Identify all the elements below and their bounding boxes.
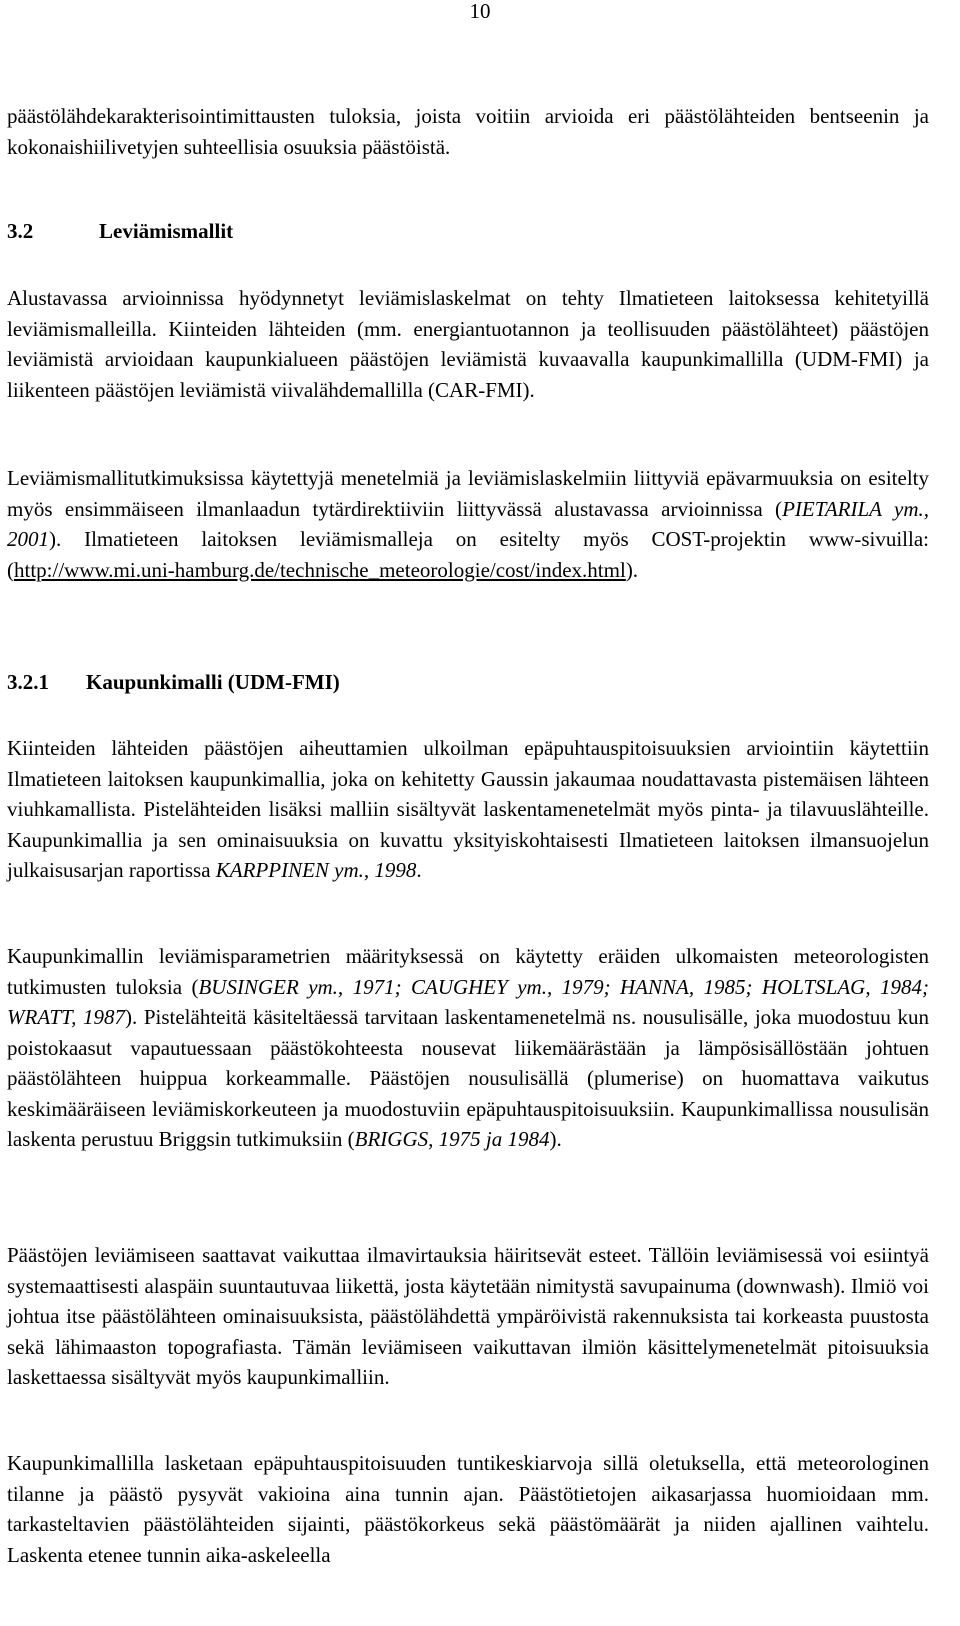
paragraph-kaupunkimalli-4: Kaupunkimallilla lasketaan epäpuhtauspitoisuuden tuntikeskiarvoja sillä oletuksella, että meteorologinen tilanne ja päästö pysyvät vakioina aina tunnin ajan. Päästötietojen aikasarjassa huomioidaan mm. tarkasteltavien päästölähteiden sijainti, päästökorkeus sekä päästömäärät ja niiden ajallinen vaihtelu. Laskenta etenee tunnin aika-askeleella (7, 1451, 929, 1567)
paragraph-text: Kaupunkimallin leviämisparametrien määrityksessä on käytetty eräiden ulkomaisten meteorologisten tutkimusten tuloksia ( (7, 944, 929, 999)
paragraph-leviamismallit-2 (7, 463, 929, 585)
paragraph-text: Kiinteiden lähteiden päästöjen aiheuttamien ulkoilman epäpuhtauspitoisuuksien arviointiin käytettiin Ilmatieteen laitoksen kaupunkimallia, joka on kehitetty Gaussin jakaumaa noudattavasta pistemäisen lähteen viuhkamallista. Pistelähteiden lisäksi malliin sisältyvät laskentamenetelmät myös pinta- ja tilavuuslähteille. Kaupunkimallia ja sen ominaisuuksia on kuvattu yksityiskohtaisesti Ilmatieteen laitoksen ilmansuojelun julkaisusarjan raportissa (7, 736, 929, 882)
section-number: 3.2.1 (7, 670, 49, 694)
citation: BUSINGER ym., 1971; CAUGHEY ym., 1979; HANNA, 1985; HOLTSLAG, 1984; WRATT, 1987 (7, 974, 929, 1029)
paragraph-text: ). Pistelähteitä käsiteltäessä tarvitaan laskentamenetelmä ns. nousulisälle, joka muodostuu kun poistokaasut vapautuessaan päästökohteesta nousevat liikemäärästään ja lämpösisällöstään johtuen päästölähteen huippua korkeammalle. Päästöjen nousulisällä (plumerise) on huomattava vaikutus keskimääräiseen leviämiskorkeuteen ja muodostuviin epäpuhtauspitoisuuksiin. Kaupunkimallissa nousulisän laskenta perustuu Briggsin tutkimuksiin ( (7, 1005, 929, 1151)
paragraph-text: ). Ilmatieteen laitoksen leviämismalleja on esitelty myös COST-projektin www-sivuilla: ( (7, 527, 929, 582)
paragraph-text: ). (549, 1127, 562, 1151)
intro-paragraph: päästölähdekarakterisointimittausten tuloksia, joista voitiin arvioida eri päästölähteiden bentseenin ja kokonaishiilivetyjen suhteellisia osuuksia päästöistä. (7, 104, 929, 159)
section-title: Leviämismallit (99, 219, 234, 243)
page-number: 10 (469, 0, 491, 23)
section-title: Kaupunkimalli (UDM-FMI) (86, 670, 340, 694)
citation: BRIGGS, 1975 ja 1984 (354, 1127, 550, 1151)
cost-website-link[interactable]: http://www.mi.uni-hamburg.de/technische_meteorologie/cost/index.html (14, 557, 626, 582)
citation: KARPPINEN ym., 1998 (215, 858, 417, 882)
section-heading-3-2 (7, 216, 233, 247)
paragraph-leviamismallit-1: Alustavassa arvioinnissa hyödynnetyt leviämislaskelmat on tehty Ilmatieteen laitoksessa kehitetyillä leviämismalleilla. Kiinteiden lähteiden (mm. energiantuotannon ja teollisuuden päästölähteet) päästöjen leviämistä arvioidaan kaupunkialueen päästöjen leviämistä kuvaavalla kaupunkimallilla (UDM-FMI) ja liikenteen päästöjen leviämistä viivalähdemallilla (CAR-FMI). (7, 286, 929, 402)
paragraph-kaupunkimalli-1 (7, 733, 929, 886)
section-heading-3-2-1 (7, 667, 340, 698)
section-number: 3.2 (7, 219, 34, 243)
paragraph-kaupunkimalli-2 (7, 941, 929, 1155)
paragraph-text: ). (625, 557, 639, 582)
paragraph-text: Leviämismallitutkimuksissa käytettyjä menetelmiä ja leviämislaskelmiin liittyviä epävarmuuksia on esitelty myös ensimmäiseen ilmanlaadun tytärdirektiiviin liittyvässä alustavassa arvioinnissa ( (7, 466, 929, 521)
paragraph-text: . (416, 858, 422, 882)
paragraph-kaupunkimalli-3: Päästöjen leviämiseen saattavat vaikuttaa ilmavirtauksia häiritsevät esteet. Tällöin leviämisessä voi esiintyä systemaattisesti alaspäin suuntautuvaa liikettä, josta käytetään nimitystä savupainuma (downwash). Ilmiö voi johtua itse päästölähteen ominaisuuksista, päästölähdettä ympäröivistä rakennuksista tai korkeasta puustosta sekä lähimaaston topografiasta. Tämän leviämiseen vaikuttavan ilmiön käsittelymenetelmät pitoisuuksia laskettaessa sisältyvät myös kaupunkimalliin. (7, 1243, 929, 1389)
citation: PIETARILA ym., 2001 (7, 496, 930, 551)
